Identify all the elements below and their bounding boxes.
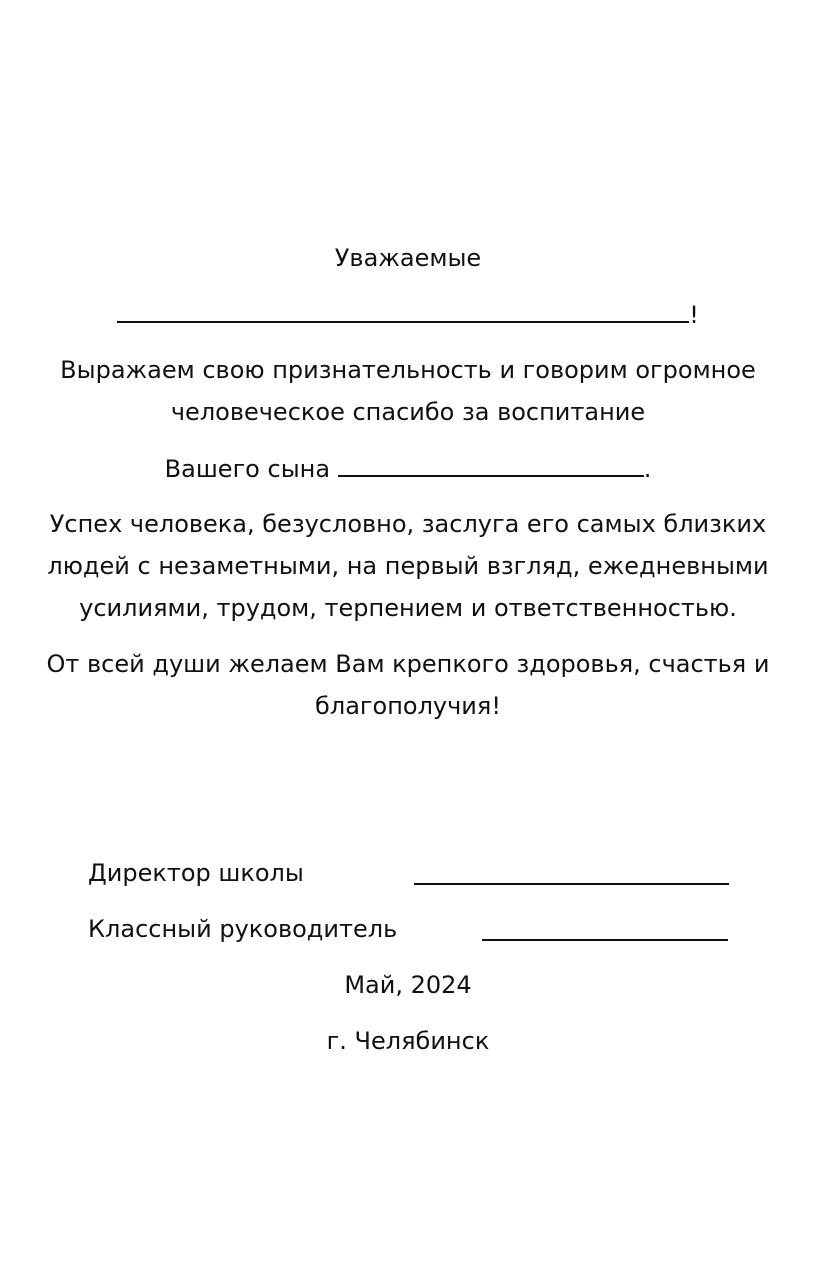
director-signature-line <box>414 883 729 885</box>
body-paragraph-2-line-1: Успех человека, безусловно, заслуга его самых близких <box>49 510 767 538</box>
son-name-line <box>0 453 816 484</box>
body-paragraph-2-line-2: людей с незаметными, на первый взгляд, ежедневными <box>47 552 769 580</box>
body-paragraph-2-line-3: усилиями, трудом, терпением и ответственностью. <box>79 594 737 622</box>
greeting-exclamation: ! <box>689 301 699 329</box>
class-teacher-label: Классный руководитель <box>88 915 398 943</box>
recipients-blank-line <box>0 299 816 330</box>
recipients-blank <box>117 299 689 323</box>
greeting-title: Уважаемые <box>334 244 482 272</box>
body-paragraph-1-line-1: Выражаем свою признательность и говорим огромное <box>60 356 756 384</box>
body-paragraph-1-line-2: человеческое спасибо за воспитание <box>170 398 646 426</box>
son-label: Вашего сына <box>164 455 331 483</box>
director-label: Директор школы <box>88 859 304 887</box>
son-name-blank <box>338 453 644 477</box>
body-paragraph-3-line-2: благополучия! <box>315 692 501 720</box>
body-paragraph-3-line-1: От всей души желаем Вам крепкого здоровья, счастья и <box>46 650 770 678</box>
document-city: г. Челябинск <box>326 1027 490 1055</box>
son-suffix: . <box>643 455 652 483</box>
document-date: Май, 2024 <box>344 971 472 999</box>
class-teacher-signature-line <box>482 939 728 941</box>
